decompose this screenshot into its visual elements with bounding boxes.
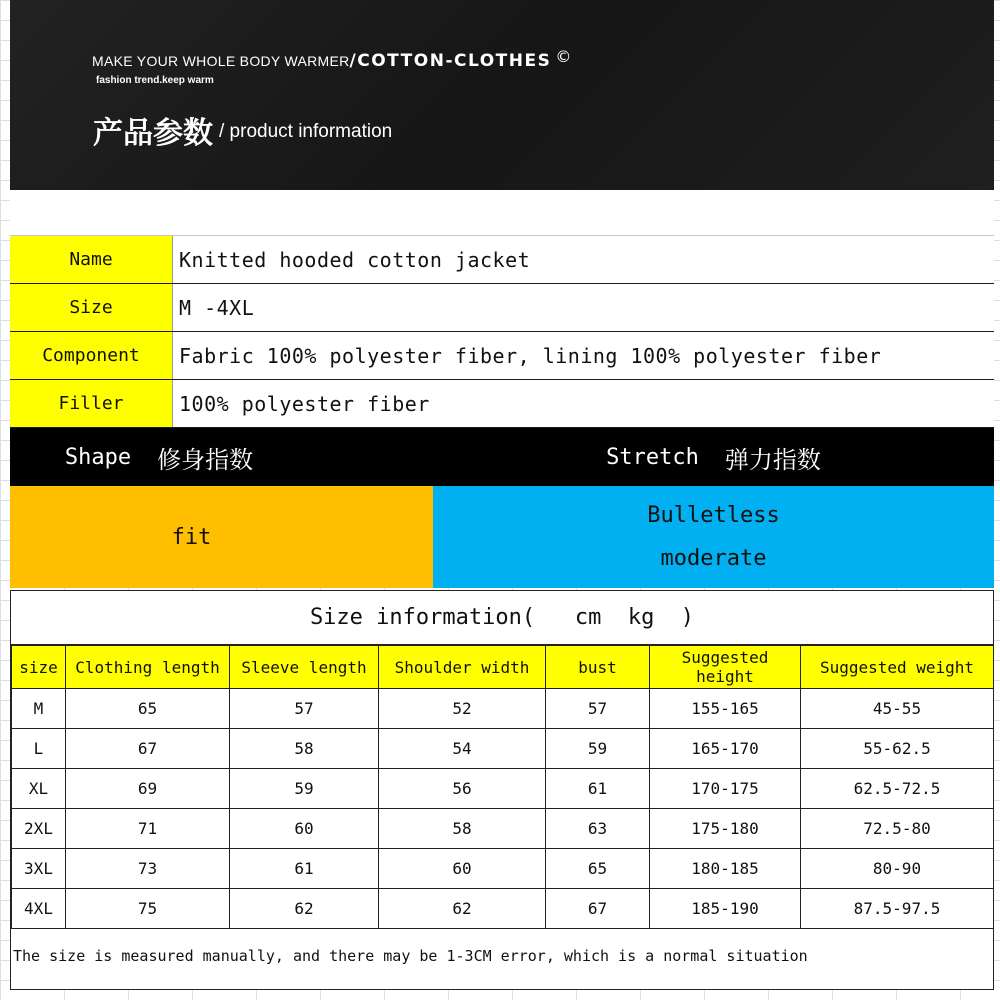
shape-label-cn: 修身指数 [157, 445, 254, 474]
title-english: / product information [219, 121, 393, 142]
table-cell: 73 [66, 849, 230, 889]
table-cell: 61 [546, 769, 650, 809]
shape-value: fit [10, 486, 433, 588]
table-cell: 62.5-72.5 [801, 769, 994, 809]
tagline [92, 47, 571, 71]
column-header: Suggested height [650, 646, 801, 689]
table-cell: 59 [230, 769, 379, 809]
table-cell: 185-190 [650, 889, 801, 929]
table-cell: 60 [379, 849, 546, 889]
stretch-value-2: moderate [660, 546, 767, 571]
measurement-note: The size is measured manually, and there may be 1-3CM error, which is a normal situation [13, 947, 808, 965]
info-row-name [10, 236, 994, 284]
table-cell: 71 [66, 809, 230, 849]
table-cell: 67 [66, 729, 230, 769]
info-value: 100% polyester fiber [179, 391, 430, 416]
spacer-row [10, 190, 994, 236]
brand-name: /COTTON-CLOTHES [349, 51, 552, 71]
table-cell: 4XL [12, 889, 66, 929]
table-cell: 45-55 [801, 689, 994, 729]
product-info-table [10, 236, 994, 428]
stretch-values [433, 486, 994, 588]
info-value: M -4XL [179, 295, 255, 320]
table-cell: L [12, 729, 66, 769]
table-row [12, 689, 994, 729]
table-cell: 62 [230, 889, 379, 929]
table-cell: 58 [379, 809, 546, 849]
table-cell: 80-90 [801, 849, 994, 889]
table-cell: 60 [230, 809, 379, 849]
column-header: size [12, 646, 66, 689]
info-label: Filler [10, 380, 173, 427]
size-information-table [10, 590, 994, 990]
column-header: Shoulder width [379, 646, 546, 689]
table-cell: 87.5-97.5 [801, 889, 994, 929]
table-cell: 69 [66, 769, 230, 809]
table-cell: 175-180 [650, 809, 801, 849]
info-label: Size [10, 284, 173, 331]
table-cell: 75 [66, 889, 230, 929]
info-value: Knitted hooded cotton jacket [179, 247, 531, 272]
info-row-component [10, 332, 994, 380]
table-cell: 170-175 [650, 769, 801, 809]
table-cell: 56 [379, 769, 546, 809]
table-cell: 165-170 [650, 729, 801, 769]
table-cell: 52 [379, 689, 546, 729]
stretch-label-cn: 弹力指数 [724, 445, 821, 474]
table-row [12, 849, 994, 889]
shape-stretch-values [10, 486, 994, 588]
column-header: Suggested weight [801, 646, 994, 689]
table-cell: 54 [379, 729, 546, 769]
info-row-size [10, 284, 994, 332]
table-cell: 3XL [12, 849, 66, 889]
table-cell: 55-62.5 [801, 729, 994, 769]
table-cell: 155-165 [650, 689, 801, 729]
table-cell: 58 [230, 729, 379, 769]
table-row [12, 889, 994, 929]
column-header: bust [546, 646, 650, 689]
table-cell: 67 [546, 889, 650, 929]
table-cell: 57 [546, 689, 650, 729]
column-header: Sleeve length [230, 646, 379, 689]
table-row [12, 809, 994, 849]
table-row [12, 769, 994, 809]
stretch-label: Stretch [606, 444, 699, 470]
table-cell: 63 [546, 809, 650, 849]
product-banner [10, 0, 994, 190]
size-table-title: Size information( cm kg ) [11, 591, 993, 645]
table-cell: 2XL [12, 809, 66, 849]
sub-tagline: fashion trend.keep warm [96, 75, 214, 86]
table-cell: 59 [546, 729, 650, 769]
table-cell: 62 [379, 889, 546, 929]
table-cell: 65 [66, 689, 230, 729]
tagline-text: MAKE YOUR WHOLE BODY WARMER [92, 53, 350, 69]
info-row-filler [10, 380, 994, 428]
table-cell: XL [12, 769, 66, 809]
table-cell: 72.5-80 [801, 809, 994, 849]
shape-stretch-header [10, 428, 994, 486]
info-label: Component [10, 332, 173, 379]
table-cell: M [12, 689, 66, 729]
table-cell: 180-185 [650, 849, 801, 889]
table-row [12, 729, 994, 769]
stretch-value-1: Bulletless [647, 503, 780, 528]
info-label: Name [10, 236, 173, 283]
stretch-heading [433, 428, 994, 486]
column-header: Clothing length [66, 646, 230, 689]
info-value: Fabric 100% polyester fiber, lining 100% polyester fiber [179, 343, 882, 368]
size-table-header-row [12, 646, 994, 689]
copyright-icon: © [555, 47, 572, 66]
table-cell: 57 [230, 689, 379, 729]
table-cell: 61 [230, 849, 379, 889]
title-chinese: 产品参数 [93, 116, 213, 151]
shape-heading [10, 428, 433, 486]
product-info-title [93, 108, 392, 152]
shape-label: Shape [64, 444, 132, 470]
size-table [11, 645, 994, 929]
table-cell: 65 [546, 849, 650, 889]
